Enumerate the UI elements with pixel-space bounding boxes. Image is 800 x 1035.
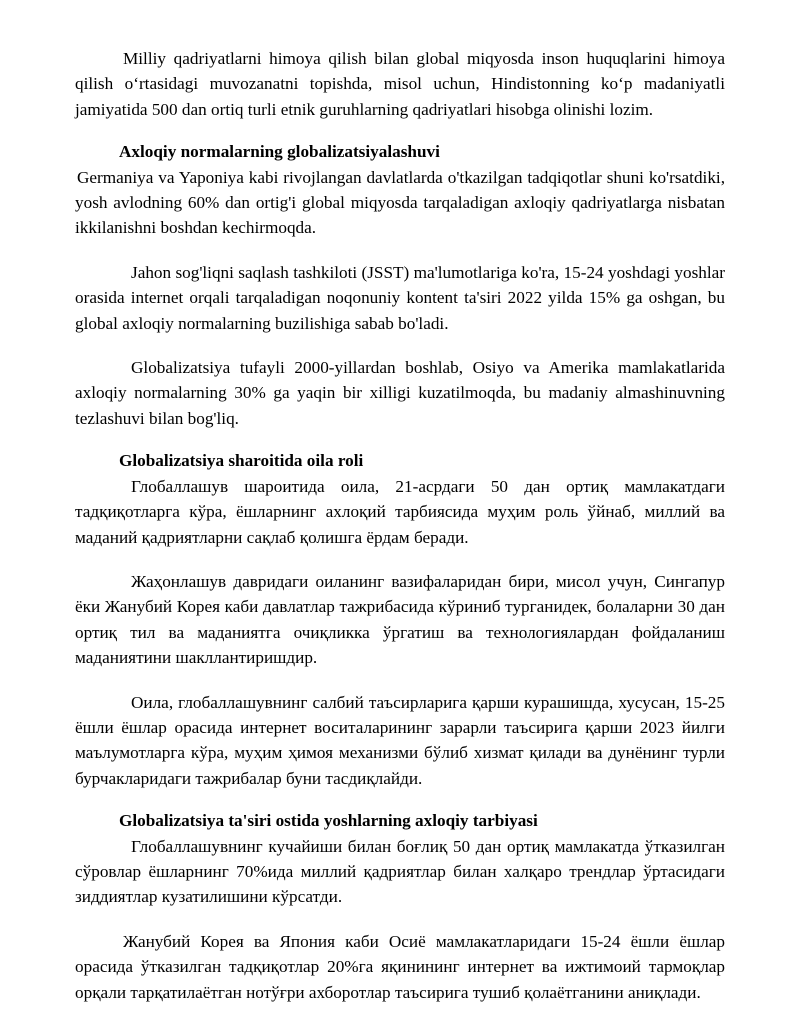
paragraph-family-21st-century: Глобаллашув шароитида оила, 21-асрдаги 50 дан ортиқ мамлакатдаги тадқиқотларга кўра, ёшларнинг ахлоқий тарбиясида муҳим роль ўйнаб, миллий ва маданий қадриятларни сақлаб қолишга ёрдам беради. <box>75 476 725 547</box>
paragraph-intro: Milliy qadriyatlarni himoya qilish bilan global miqyosda inson huquqlarini himoya qilish oʻrtasidagi muvozanatni topishda, misol uchun, Hindistonning koʻp madaniyatli jamiyatida 500 dan ortiq turli etnik guruhlarning qadriyatlari hisobga olinishi lozim. <box>75 49 725 119</box>
section-heading-youth-education: Globalizatsiya ta'siri ostida yoshlarning axloqiy tarbiyasi <box>119 811 538 831</box>
paragraph-family-functions: Жаҳонлашув давридаги оиланинг вазифаларидан бири, мисол учун, Сингапур ёки Жанубий Корея каби давлатлар тажрибасида кўриниб турганидек, болаларни 30 дан ортиқ тил ва маданиятга очиқликка ўргатиш ва технологиялардан фойдаланиш маданиятини шакллантиришдир. <box>75 571 725 668</box>
section-heading-family-role: Globalizatsiya sharoitida oila roli <box>119 451 364 471</box>
paragraph-family-protection: Оила, глобаллашувнинг салбий таъсирларига қарши курашишда, хусусан, 15-25 ёшли ёшлар орасида интернет воситаларининг зарарли таъсирига қарши 2023 йилги маълумотларга кўра, муҳим ҳимоя механизми бўлиб хизмат қилади ва дунёнинг турли бурчакларидаги тажрибалар буни тасдиқлайди. <box>75 692 725 788</box>
paragraph-germany-japan: Germaniya va Yaponiya kabi rivojlangan davlatlarda o'tkazilgan tadqiqotlar shuni ko'rsatdiki, yosh avlodning 60% dan ortig'i global miqyosda tarqaladigan axloqiy qadriyatlarga nisbatan ikkilanishni boshdan kechirmoqda. <box>75 167 725 238</box>
paragraph-survey-70-percent: Глобаллашувнинг кучайиши билан боғлиқ 50 дан ортиқ мамлакатда ўтказилган сўровлар ёшларнинг 70%ида миллий қадриятлар билан халқаро трендлар ўртасидаги зиддиятлар кузатилишини кўрсатди. <box>75 836 725 907</box>
paragraph-asia-america: Globalizatsiya tufayli 2000-yillardan boshlab, Osiyo va Amerika mamlakatlarida axloqiy normalarning 30% ga yaqin bir xilligi kuzatilmoqda, bu madaniy almashinuvning tezlashuvi bilan bog'liq. <box>75 358 725 428</box>
document-page <box>75 46 725 1005</box>
paragraph-korea-japan-youth: Жанубий Корея ва Япония каби Осиё мамлакатларидаги 15-24 ёшли ёшлар орасида ўтказилган тадқиқотлар 20%га яқинининг интернет ва ижтимоий тармоқлар орқали тарқатилаётган нотўғри ахборотлар таъсирига тушиб қолаётганини аниқлади. <box>75 931 725 1002</box>
section-heading-ethics-globalization: Axloqiy normalarning globalizatsiyalashuvi <box>119 142 440 162</box>
paragraph-who-data: Jahon sog'liqni saqlash tashkiloti (JSST) ma'lumotlariga ko'ra, 15-24 yoshdagi yoshlar orasida internet orqali tarqaladigan noqonuniy kontent ta'siri 2022 yilda 15% ga oshgan, bu global axloqiy normalarning buzilishiga sabab bo'ladi. <box>75 262 725 333</box>
